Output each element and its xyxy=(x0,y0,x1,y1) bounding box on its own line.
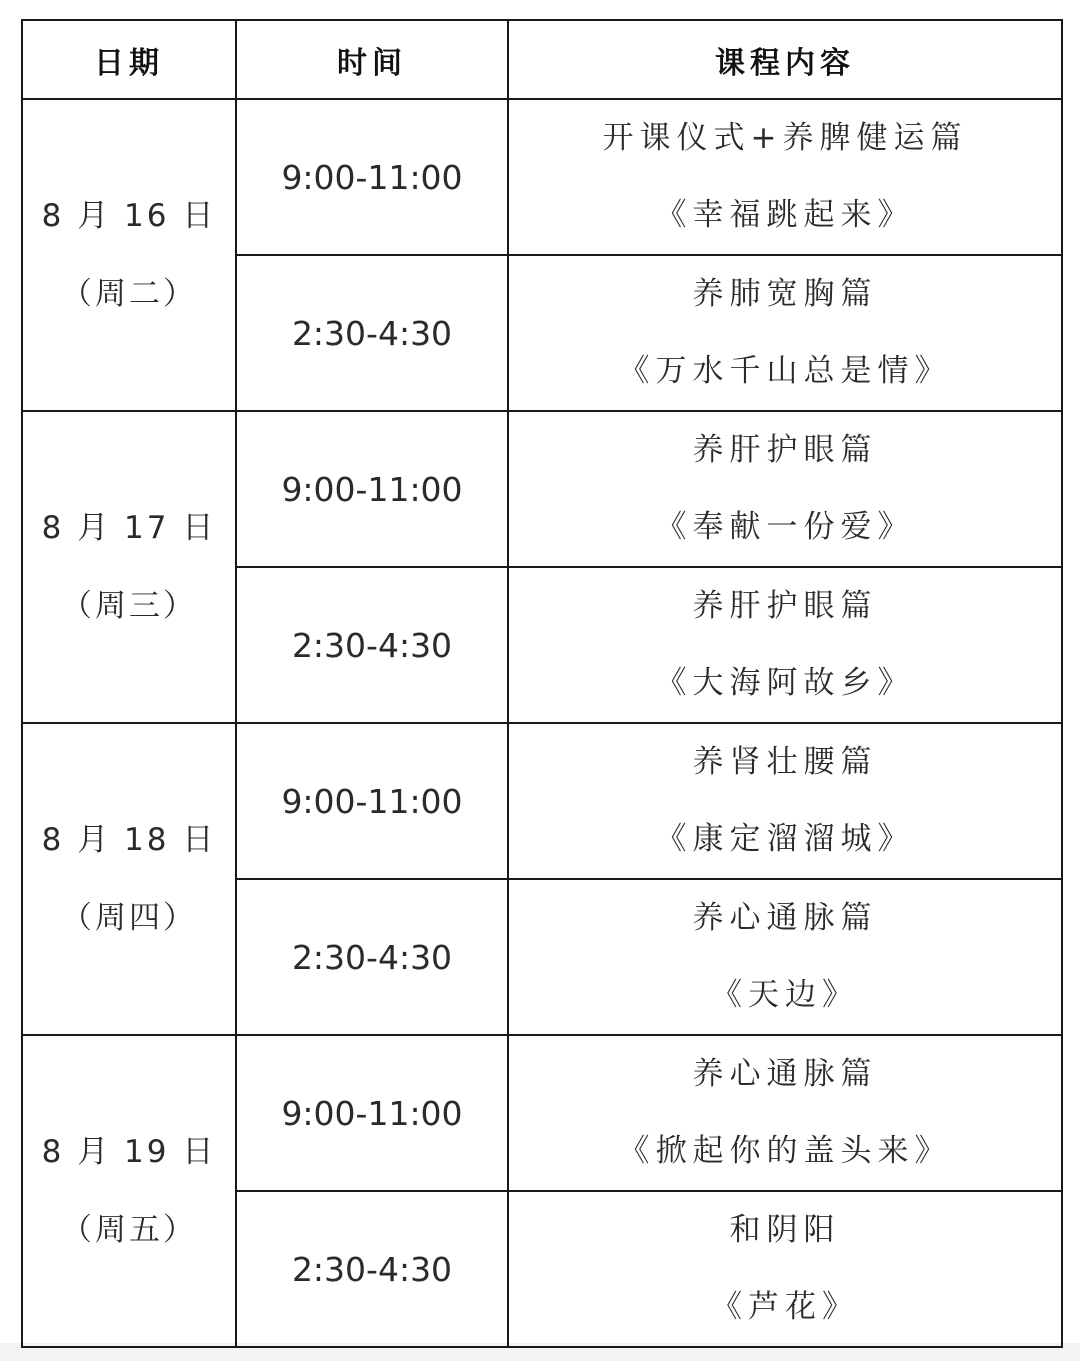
course-topic: 开课仪式+养脾健运篇 xyxy=(602,120,968,156)
weekday-label: （周三） xyxy=(61,588,197,624)
course-topic: 养心通脉篇 xyxy=(692,1056,878,1092)
header-course: 课程内容 xyxy=(508,20,1062,99)
course-topic: 养肝护眼篇 xyxy=(692,432,878,468)
header-date: 日期 xyxy=(22,20,236,99)
course-cell xyxy=(508,1035,1062,1191)
date-cell xyxy=(22,99,236,411)
course-song: 《奉献一份爱》 xyxy=(655,509,915,545)
time-cell: 9:00-11:00 xyxy=(236,99,508,255)
course-cell xyxy=(508,255,1062,411)
date-cell xyxy=(22,723,236,1035)
course-cell xyxy=(508,411,1062,567)
course-song: 《芦花》 xyxy=(711,1289,859,1325)
course-song: 《万水千山总是情》 xyxy=(618,353,952,389)
date-label: 8 月 19 日 xyxy=(41,1134,217,1170)
time-cell: 9:00-11:00 xyxy=(236,723,508,879)
date-label: 8 月 17 日 xyxy=(41,510,217,546)
table-row xyxy=(22,99,1062,255)
course-song: 《大海阿故乡》 xyxy=(655,665,915,701)
date-cell xyxy=(22,1035,236,1347)
course-topic: 养肺宽胸篇 xyxy=(692,276,878,312)
course-topic: 养肾壮腰篇 xyxy=(692,744,878,780)
course-song: 《幸福跳起来》 xyxy=(655,197,915,233)
weekday-label: （周二） xyxy=(61,276,197,312)
course-topic: 和阴阳 xyxy=(729,1212,841,1248)
course-song: 《掀起你的盖头来》 xyxy=(618,1133,952,1169)
date-label: 8 月 16 日 xyxy=(41,198,217,234)
course-cell xyxy=(508,567,1062,723)
weekday-label: （周四） xyxy=(61,900,197,936)
header-time: 时间 xyxy=(236,20,508,99)
time-cell: 2:30-4:30 xyxy=(236,879,508,1035)
time-cell: 9:00-11:00 xyxy=(236,1035,508,1191)
course-song: 《康定溜溜城》 xyxy=(655,821,915,857)
course-cell xyxy=(508,1191,1062,1347)
weekday-label: （周五） xyxy=(61,1212,197,1248)
time-cell: 2:30-4:30 xyxy=(236,567,508,723)
course-topic: 养心通脉篇 xyxy=(692,900,878,936)
table-row xyxy=(22,411,1062,567)
course-cell xyxy=(508,723,1062,879)
course-cell xyxy=(508,879,1062,1035)
date-cell xyxy=(22,411,236,723)
time-cell: 2:30-4:30 xyxy=(236,1191,508,1347)
course-cell xyxy=(508,99,1062,255)
course-schedule-table xyxy=(21,19,1063,1348)
date-label: 8 月 18 日 xyxy=(41,822,217,858)
header-row xyxy=(22,20,1062,99)
time-cell: 2:30-4:30 xyxy=(236,255,508,411)
table-row xyxy=(22,723,1062,879)
course-topic: 养肝护眼篇 xyxy=(692,588,878,624)
time-cell: 9:00-11:00 xyxy=(236,411,508,567)
table-row xyxy=(22,1035,1062,1191)
course-song: 《天边》 xyxy=(711,977,859,1013)
